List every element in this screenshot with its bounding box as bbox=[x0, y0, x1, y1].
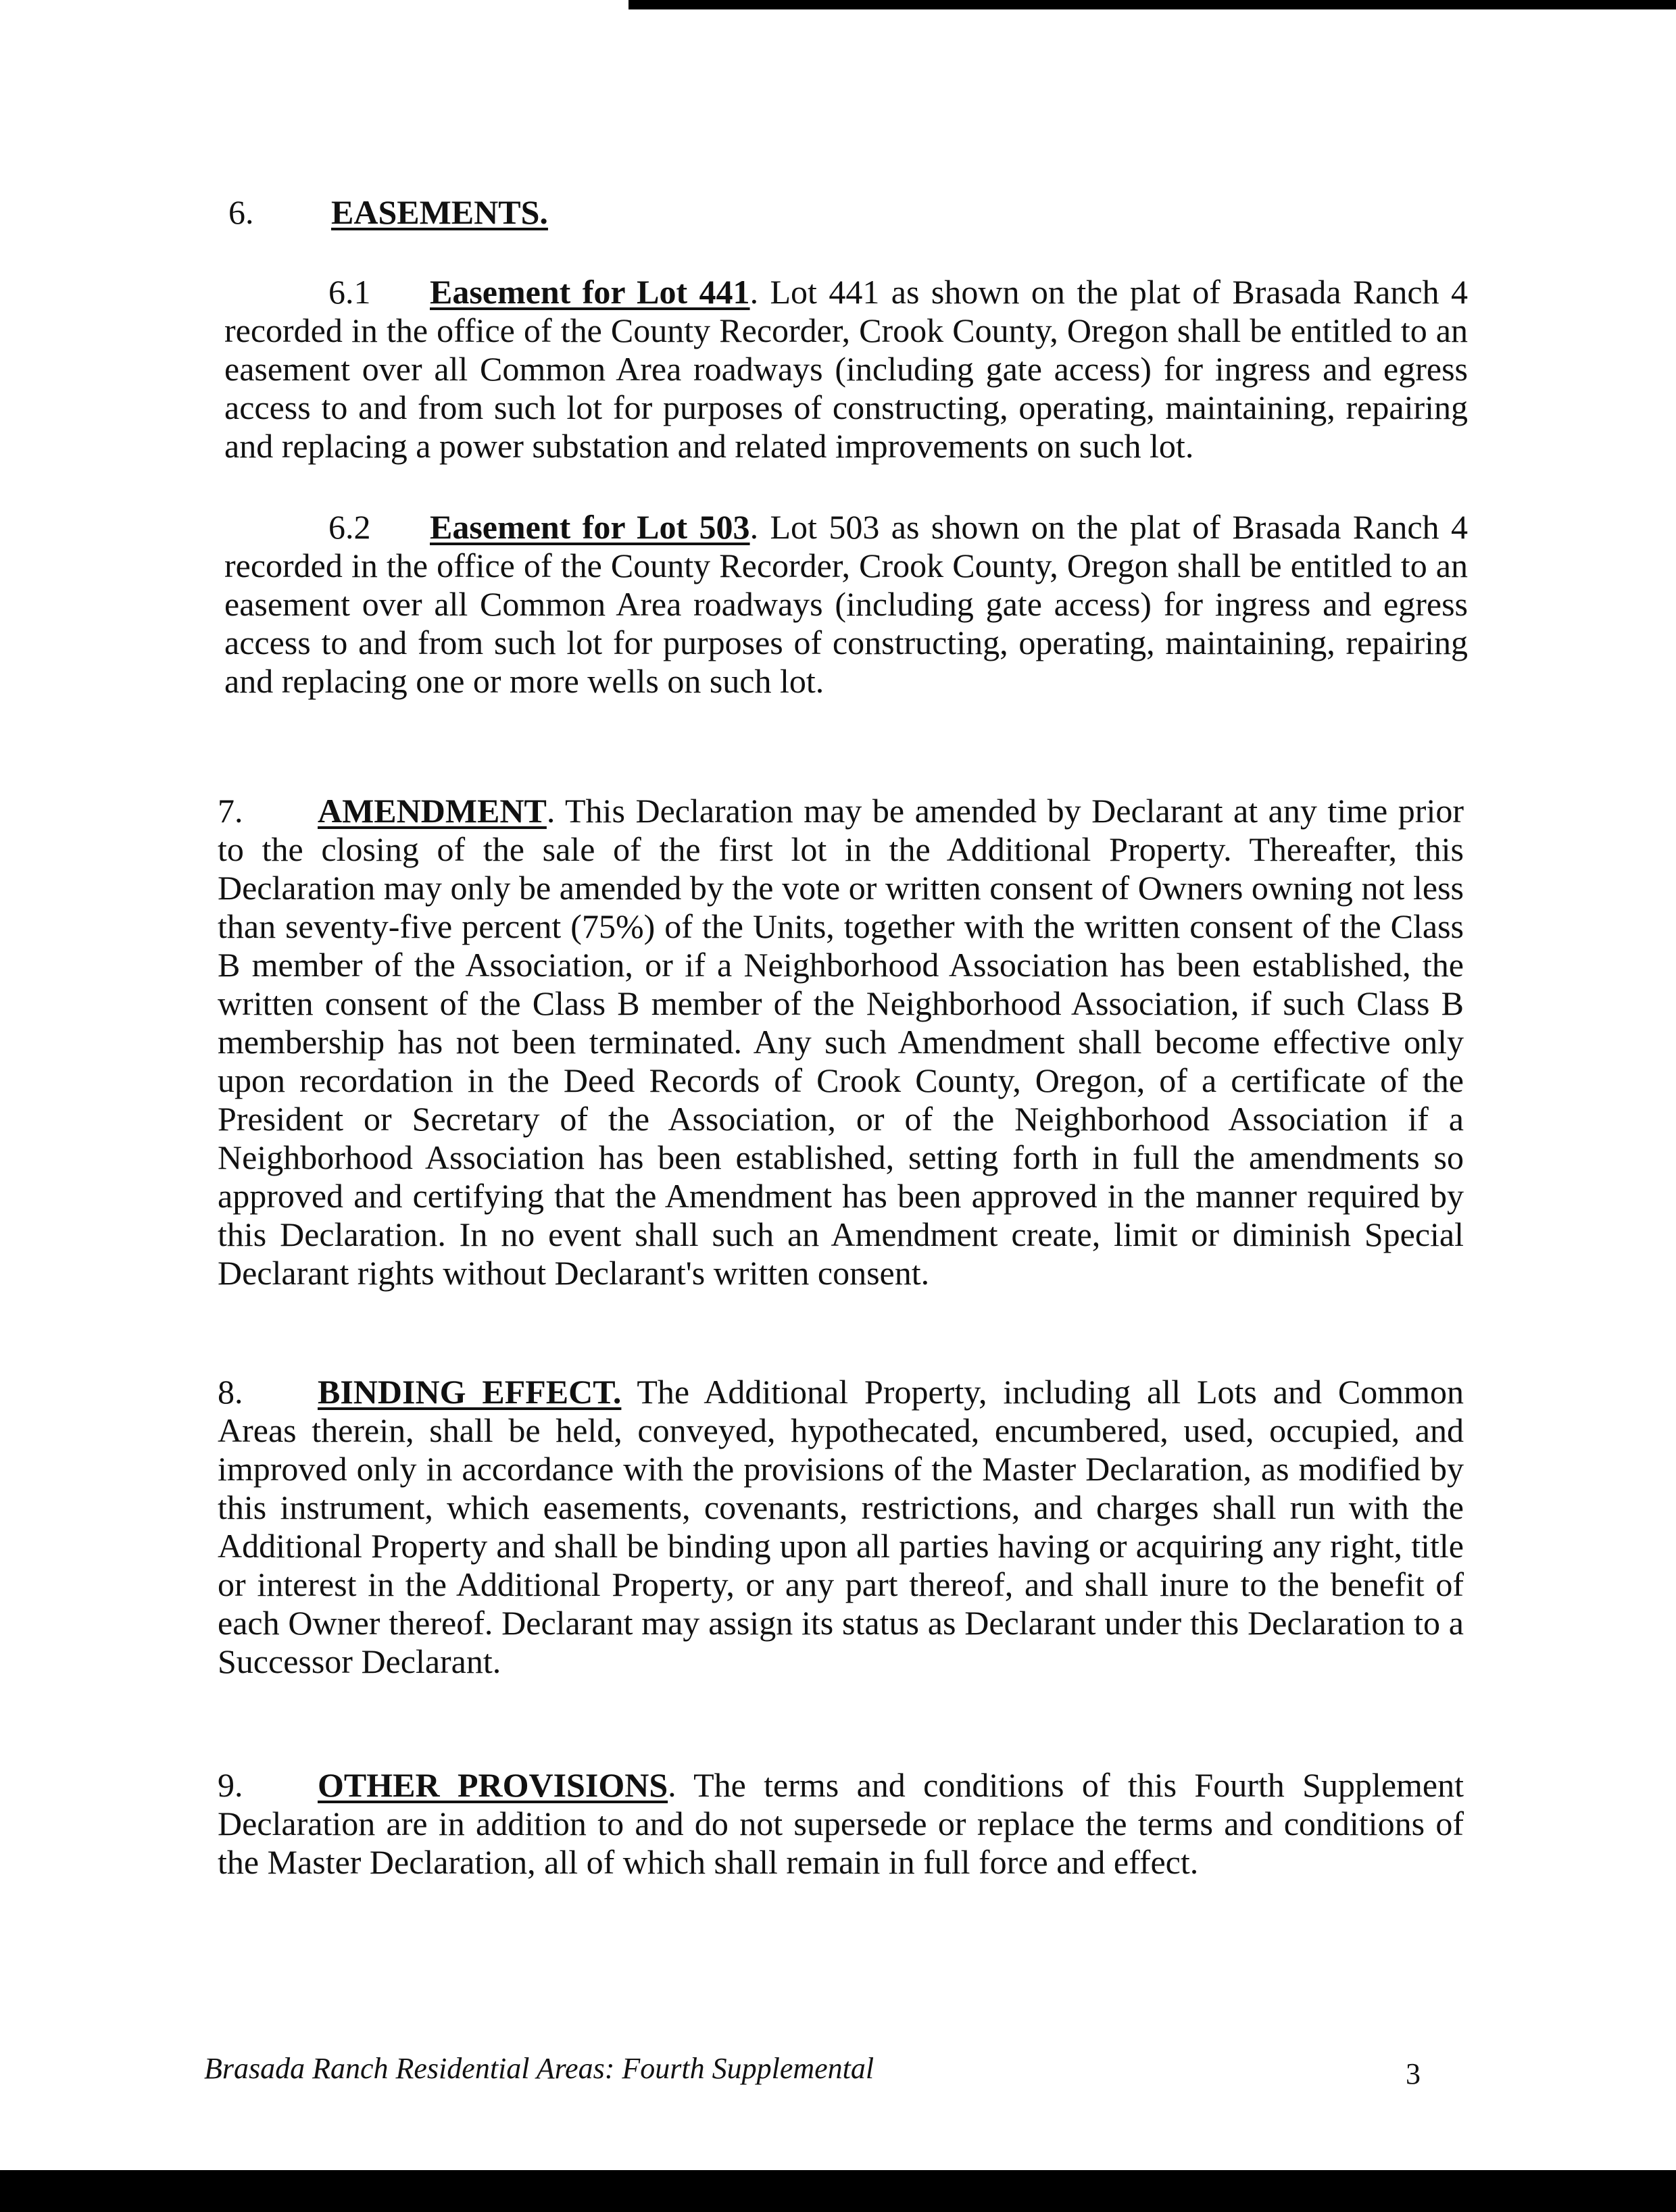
section-7-paragraph bbox=[218, 792, 1464, 1292]
section-7-number: 7. bbox=[218, 792, 243, 830]
section-9-number: 9. bbox=[218, 1766, 243, 1804]
section-8-text: The Additional Property, including all Lots and Common Areas therein, shall be held, conveyed, hypothecated, encumbered, used, occupied, and improved only in accordance with the provisions of the Master Declaration, as modified by this instrument, which easements, covenants, restrictions, and charges shall run with the Additional Property and shall be binding upon all parties having or acquiring any right, title or interest in the Additional Property, or any part thereof, and shall inure to the benefit of each Owner thereof. Declarant may assign its status as Declarant under this Declaration to a Successor Declarant. bbox=[218, 1373, 1464, 1680]
section-6-2-title: Easement for Lot 503 bbox=[430, 508, 750, 546]
section-6-1-text: . Lot 441 as shown on the plat of Brasada Ranch 4 recorded in the office of the County Recorder, Crook County, Oregon shall be entitled to an easement over all Common Area roadways (including gate access) for ingress and egress access to and from such lot for purposes of constructing, operating, maintaining, repairing and replacing a power substation and related improvements on such lot. bbox=[224, 273, 1468, 465]
section-9-paragraph bbox=[218, 1766, 1464, 1882]
section-6-heading bbox=[228, 192, 548, 232]
footer-document-title: Brasada Ranch Residential Areas: Fourth Supplemental bbox=[204, 2052, 874, 2085]
section-7-text: . This Declaration may be amended by Declarant at any time prior to the closing of the sale of the first lot in the Additional Property. Thereafter, this Declaration may only be amended by the vote or written consent of Owners owning not less than seventy-five percent (75%) of the Units, together with the written consent of the Class B member of the Association, or if a Neighborhood Association has been established, the written consent of the Class B member of the Neighborhood Association, if such Class B membership has not been terminated. Any such Amendment shall become effective only upon recordation in the Deed Records of Crook County, Oregon, of a certificate of the President or Secretary of the Association, or of the Neighborhood Association if a Neighborhood Association has been established, setting forth in full the amendments so approved and certifying that the Amendment has been approved in the manner required by this Declaration. In no event shall such an Amendment create, limit or diminish Special Declarant rights without Declarant's written consent. bbox=[218, 792, 1464, 1292]
section-8-number: 8. bbox=[218, 1373, 243, 1411]
section-8-paragraph bbox=[218, 1373, 1464, 1681]
section-6-2-paragraph bbox=[224, 508, 1468, 701]
scan-edge-bottom bbox=[0, 2170, 1676, 2212]
section-6-2-text: . Lot 503 as shown on the plat of Brasada Ranch 4 recorded in the office of the County Recorder, Crook County, Oregon shall be entitled to an easement over all Common Area roadways (including gate access) for ingress and egress access to and from such lot for purposes of constructing, operating, maintaining, repairing and replacing one or more wells on such lot. bbox=[224, 508, 1468, 700]
section-9-text: . The terms and conditions of this Fourth Supplement Declaration are in addition to and do not supersede or replace the terms and conditions of the Master Declaration, all of which shall remain in full force and effect. bbox=[218, 1766, 1464, 1881]
section-8-title: BINDING EFFECT. bbox=[318, 1373, 622, 1411]
section-6-2-number: 6.2 bbox=[328, 508, 371, 546]
section-7-title: AMENDMENT bbox=[318, 792, 547, 830]
section-6-1-paragraph bbox=[224, 273, 1468, 466]
section-6-title: EASEMENTS. bbox=[331, 193, 548, 231]
section-6-1-title: Easement for Lot 441 bbox=[430, 273, 750, 311]
footer-page-number: 3 bbox=[1406, 2057, 1421, 2090]
section-6-number: 6. bbox=[228, 193, 254, 231]
section-6-1-number: 6.1 bbox=[328, 273, 371, 311]
section-9-title: OTHER PROVISIONS bbox=[318, 1766, 668, 1804]
